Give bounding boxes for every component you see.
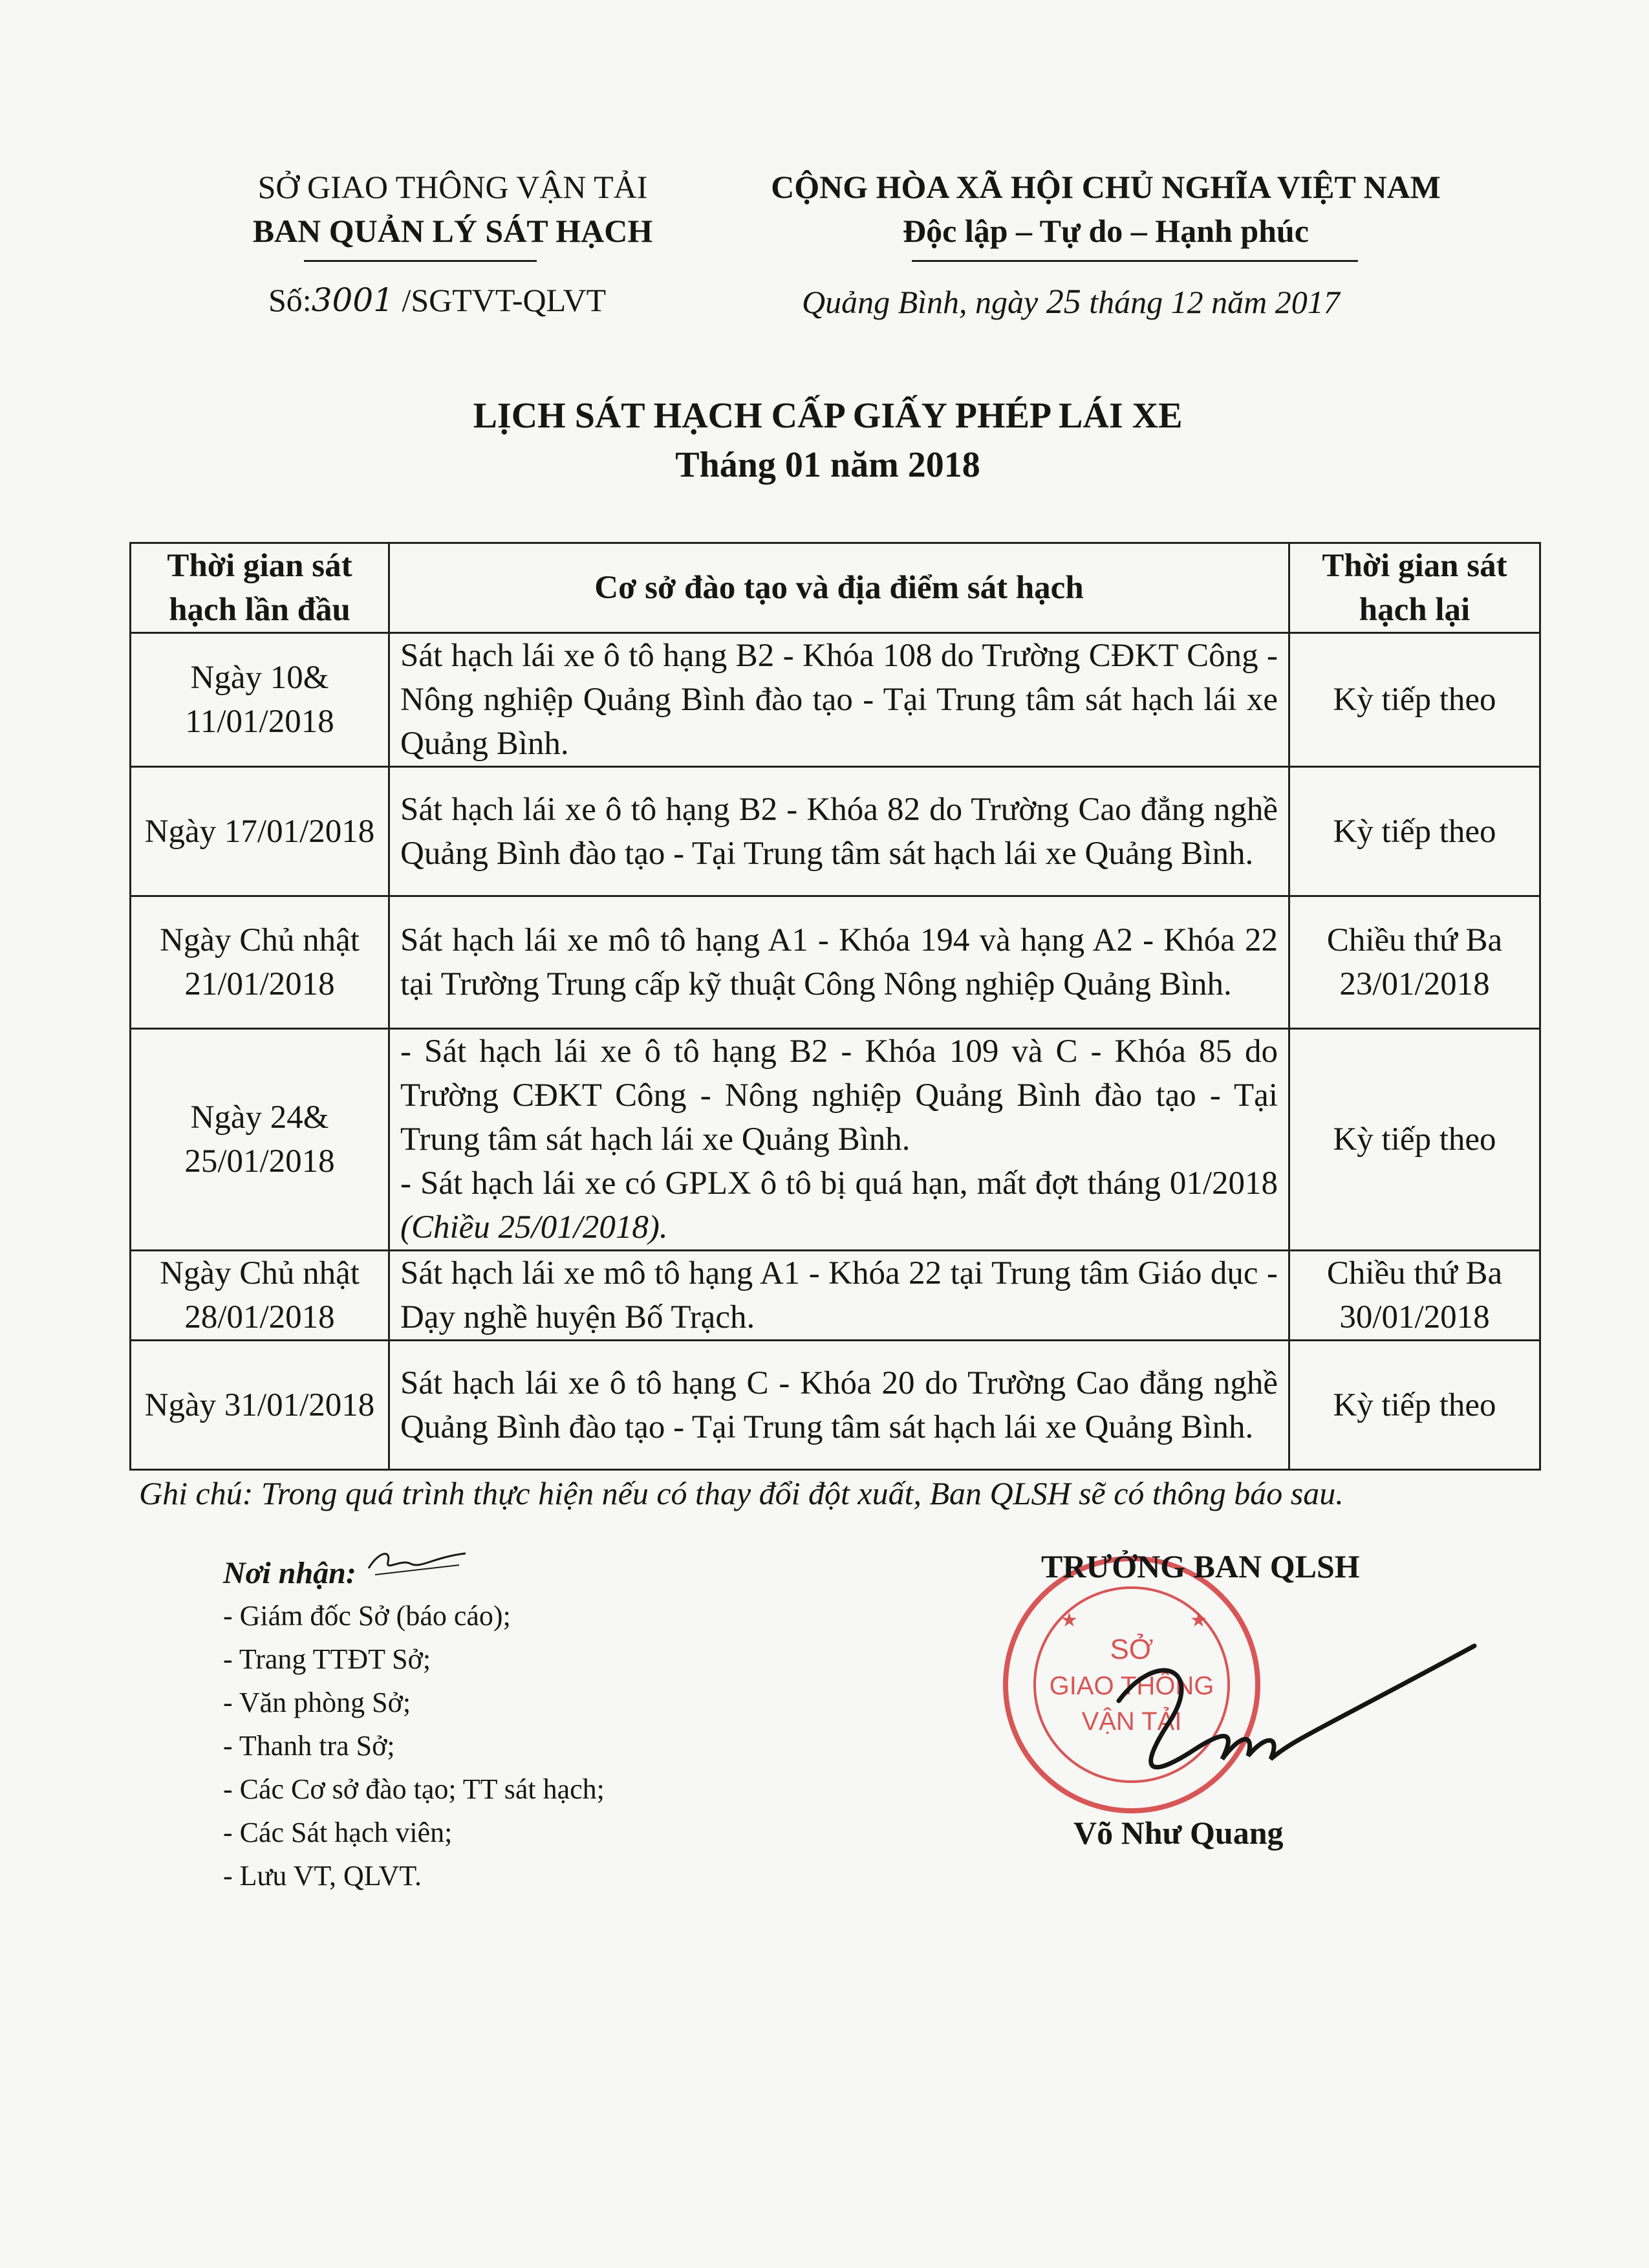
table-row bbox=[131, 1251, 1540, 1341]
row-description-line2-italic: (Chiều 25/01/2018). bbox=[400, 1209, 668, 1246]
place-day: 25 bbox=[1046, 282, 1081, 321]
row-description-line2 bbox=[400, 1161, 1278, 1249]
row-description: Sát hạch lái xe ô tô hạng B2 - Khóa 108 do Trường CĐKT Công - Nông nghiệp Quảng Bình đào tạo - Tại Trung tâm sát hạch lái xe Quảng Bình. bbox=[389, 633, 1289, 767]
signer-name: Võ Như Quang bbox=[1073, 1815, 1284, 1851]
row-date: Ngày 24& 25/01/2018 bbox=[131, 1029, 389, 1251]
row-description-line2-text: - Sát hạch lái xe có GPLX ô tô bị quá hạn, mất đợt tháng 01/2018 bbox=[400, 1165, 1278, 1202]
header-first-test-time: Thời gian sát hạch lần đầu bbox=[131, 543, 389, 633]
svg-text:★: ★ bbox=[1190, 1610, 1207, 1631]
place-suffix: tháng 12 năm 2017 bbox=[1089, 284, 1340, 320]
country-line1: CỘNG HÒA XÃ HỘI CHỦ NGHĨA VIỆT NAM bbox=[771, 169, 1441, 205]
table-row bbox=[131, 767, 1540, 896]
list-item: - Các Cơ sở đào tạo; TT sát hạch; bbox=[223, 1773, 605, 1805]
row-date: Ngày 10& 11/01/2018 bbox=[131, 633, 389, 767]
national-header bbox=[698, 165, 1513, 253]
row-description: Sát hạch lái xe mô tô hạng A1 - Khóa 22 tại Trung tâm Giáo dục - Dạy nghề huyện Bố Trạch. bbox=[389, 1251, 1289, 1341]
row-date: Ngày 17/01/2018 bbox=[131, 767, 389, 896]
title-line1: LỊCH SÁT HẠCH CẤP GIẤY PHÉP LÁI XE bbox=[473, 396, 1183, 436]
row-retest: Kỳ tiếp theo bbox=[1289, 1029, 1540, 1251]
row-description bbox=[389, 1029, 1289, 1251]
list-item: - Lưu VT, QLVT. bbox=[223, 1860, 422, 1892]
row-date: Ngày 31/01/2018 bbox=[131, 1341, 389, 1470]
issuer-underline bbox=[304, 260, 537, 262]
doc-no-prefix: Số: bbox=[268, 282, 312, 318]
row-date: Ngày Chủ nhật 28/01/2018 bbox=[131, 1251, 389, 1341]
row-retest: Kỳ tiếp theo bbox=[1289, 1341, 1540, 1470]
doc-no-handwritten: 3001 bbox=[311, 281, 394, 319]
row-description-line1: - Sát hạch lái xe ô tô hạng B2 - Khóa 109 và C - Khóa 85 do Trường CĐKT Công - Nông nghiệp Quảng Bình đào tạo - Tại Trung tâm sát hạch lái xe Quảng Bình. bbox=[400, 1033, 1278, 1158]
row-description: Sát hạch lái xe ô tô hạng B2 - Khóa 82 do Trường Cao đẳng nghề Quảng Bình đào tạo - Tại Trung tâm sát hạch lái xe Quảng Bình. bbox=[389, 767, 1289, 896]
table-row bbox=[131, 1029, 1540, 1251]
svg-text:VẬN TẢI: VẬN TẢI bbox=[1081, 1707, 1182, 1736]
table-row bbox=[131, 1341, 1540, 1470]
initials-mark bbox=[362, 1539, 472, 1584]
row-retest: Chiều thứ Ba 23/01/2018 bbox=[1289, 896, 1540, 1029]
row-description: Sát hạch lái xe ô tô hạng C - Khóa 20 do Trường Cao đẳng nghề Quảng Bình đào tạo - Tại Trung tâm sát hạch lái xe Quảng Bình. bbox=[389, 1341, 1289, 1470]
document-title bbox=[194, 391, 1461, 490]
footnote: Ghi chú: Trong quá trình thực hiện nếu có thay đổi đột xuất, Ban QLSH sẽ có thông báo sau. bbox=[139, 1475, 1344, 1511]
table-row bbox=[131, 633, 1540, 767]
list-item: - Thanh tra Sở; bbox=[223, 1730, 395, 1762]
list-item: - Giám đốc Sở (báo cáo); bbox=[223, 1600, 511, 1632]
schedule-table bbox=[129, 542, 1541, 1471]
table-header-row bbox=[131, 543, 1540, 633]
handwritten-signature bbox=[1009, 1623, 1487, 1791]
motto-underline bbox=[912, 260, 1358, 262]
svg-text:GIAO THÔNG: GIAO THÔNG bbox=[1049, 1672, 1214, 1700]
svg-text:SỞ: SỞ bbox=[1110, 1634, 1154, 1665]
table-row bbox=[131, 896, 1540, 1029]
org-line2: BAN QUẢN LÝ SÁT HẠCH bbox=[252, 213, 653, 249]
list-item: - Các Sát hạch viên; bbox=[223, 1817, 453, 1848]
title-line2: Tháng 01 năm 2018 bbox=[675, 445, 980, 485]
row-retest: Chiều thứ Ba 30/01/2018 bbox=[1289, 1251, 1540, 1341]
list-item: - Trang TTĐT Sở; bbox=[223, 1643, 431, 1675]
header-facility-location: Cơ sở đào tạo và địa điểm sát hạch bbox=[389, 543, 1289, 633]
doc-no-suffix: /SGTVT-QLVT bbox=[402, 282, 607, 318]
place-prefix: Quảng Bình, ngày bbox=[802, 284, 1039, 320]
row-description: Sát hạch lái xe mô tô hạng A1 - Khóa 194 và hạng A2 - Khóa 22 tại Trường Trung cấp kỹ thuật Công Nông nghiệp Quảng Bình. bbox=[389, 896, 1289, 1029]
row-retest: Kỳ tiếp theo bbox=[1289, 767, 1540, 896]
place-date bbox=[802, 281, 1340, 321]
recipients-title: Nơi nhận: bbox=[223, 1556, 356, 1590]
org-line1: SỞ GIAO THÔNG VẬN TẢI bbox=[257, 169, 648, 205]
issuer-block bbox=[194, 165, 711, 253]
row-date: Ngày Chủ nhật 21/01/2018 bbox=[131, 896, 389, 1029]
recipients-list bbox=[223, 1594, 605, 1897]
country-line2: Độc lập – Tự do – Hạnh phúc bbox=[903, 213, 1309, 249]
document-number bbox=[268, 281, 606, 319]
header-retest-time: Thời gian sát hạch lại bbox=[1289, 543, 1540, 633]
list-item: - Văn phòng Sở; bbox=[223, 1687, 411, 1718]
signer-title: TRƯỞNG BAN QLSH bbox=[1041, 1548, 1360, 1584]
row-retest: Kỳ tiếp theo bbox=[1289, 633, 1540, 767]
svg-text:★: ★ bbox=[1061, 1610, 1078, 1631]
